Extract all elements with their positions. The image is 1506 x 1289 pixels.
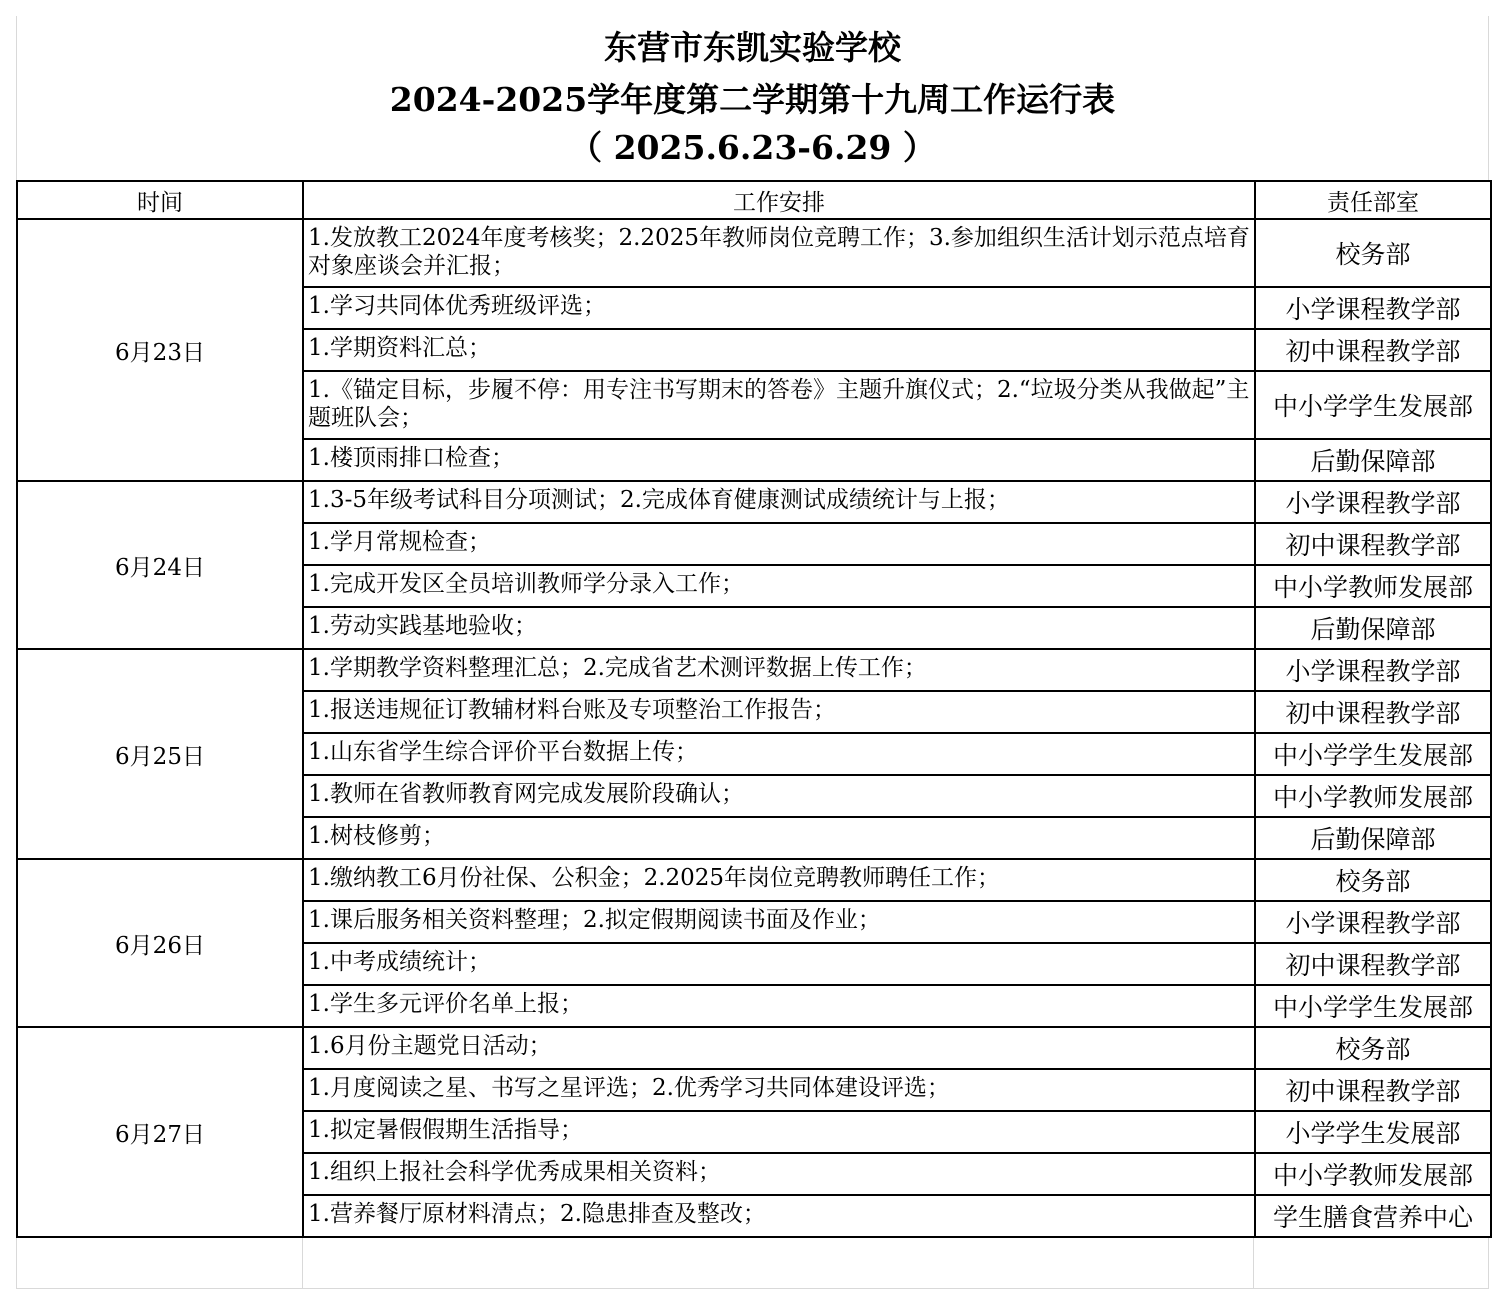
task-cell[interactable]: 1.学生多元评价名单上报； (303, 985, 1255, 1027)
dept-cell[interactable]: 后勤保障部 (1255, 607, 1491, 649)
date-range: （ 2025.6.23-6.29 ） (569, 128, 936, 167)
date-cell[interactable]: 6月26日 (17, 859, 303, 1027)
task-cell[interactable]: 1.学期教学资料整理汇总；2.完成省艺术测评数据上传工作； (303, 649, 1255, 691)
school-name: 东营市东凯实验学校 (604, 28, 901, 67)
task-cell[interactable]: 1.学月常规检查； (303, 523, 1255, 565)
empty-cell[interactable] (303, 1238, 1254, 1289)
dept-cell[interactable]: 初中课程教学部 (1255, 943, 1491, 985)
dept-cell[interactable]: 初中课程教学部 (1255, 1069, 1491, 1111)
dept-cell[interactable]: 中小学教师发展部 (1255, 565, 1491, 607)
task-cell[interactable]: 1.中考成绩统计； (303, 943, 1255, 985)
dept-cell[interactable]: 后勤保障部 (1255, 817, 1491, 859)
table-row (17, 1027, 1491, 1069)
dept-cell[interactable]: 校务部 (1255, 219, 1491, 287)
task-cell[interactable]: 1.劳动实践基地验收； (303, 607, 1255, 649)
task-cell[interactable]: 1.课后服务相关资料整理；2.拟定假期阅读书面及作业； (303, 901, 1255, 943)
date-cell[interactable]: 6月27日 (17, 1027, 303, 1237)
task-cell[interactable]: 1.学期资料汇总； (303, 329, 1255, 371)
empty-sheet-row (16, 1238, 1489, 1289)
schedule-sheet (16, 16, 1489, 1289)
task-cell[interactable]: 1.楼顶雨排口检查； (303, 439, 1255, 481)
empty-cell[interactable] (16, 1238, 303, 1289)
dept-cell[interactable]: 小学学生发展部 (1255, 1111, 1491, 1153)
task-cell[interactable]: 1.报送违规征订教辅材料台账及专项整治工作报告； (303, 691, 1255, 733)
dept-cell[interactable]: 初中课程教学部 (1255, 523, 1491, 565)
dept-cell[interactable]: 后勤保障部 (1255, 439, 1491, 481)
dept-cell[interactable]: 小学课程教学部 (1255, 901, 1491, 943)
task-cell[interactable]: 1.营养餐厅原材料清点；2.隐患排查及整改； (303, 1195, 1255, 1237)
dept-cell[interactable]: 中小学学生发展部 (1255, 733, 1491, 775)
dept-cell[interactable]: 中小学学生发展部 (1255, 371, 1491, 439)
table-row (17, 859, 1491, 901)
table-row (17, 219, 1491, 287)
header-dept[interactable]: 责任部室 (1255, 181, 1491, 219)
schedule-title: 2024-2025学年度第二学期第十九周工作运行表 (389, 80, 1116, 119)
table-row (17, 481, 1491, 523)
table-row (17, 649, 1491, 691)
date-cell[interactable]: 6月24日 (17, 481, 303, 649)
title-block (16, 16, 1489, 180)
empty-cell[interactable] (1254, 1238, 1489, 1289)
task-cell[interactable]: 1.学习共同体优秀班级评选； (303, 287, 1255, 329)
dept-cell[interactable]: 初中课程教学部 (1255, 691, 1491, 733)
task-cell[interactable]: 1.完成开发区全员培训教师学分录入工作； (303, 565, 1255, 607)
header-work[interactable]: 工作安排 (303, 181, 1255, 219)
header-time[interactable]: 时间 (17, 181, 303, 219)
task-cell[interactable]: 1.月度阅读之星、书写之星评选；2.优秀学习共同体建设评选； (303, 1069, 1255, 1111)
dept-cell[interactable]: 中小学教师发展部 (1255, 775, 1491, 817)
schedule-table (16, 180, 1492, 1238)
dept-cell[interactable]: 校务部 (1255, 1027, 1491, 1069)
dept-cell[interactable]: 中小学学生发展部 (1255, 985, 1491, 1027)
task-cell[interactable]: 1.树枝修剪； (303, 817, 1255, 859)
dept-cell[interactable]: 学生膳食营养中心 (1255, 1195, 1491, 1237)
task-cell[interactable]: 1.《锚定目标，步履不停：用专注书写期末的答卷》主题升旗仪式；2.“垃圾分类从我做起”主题班队会； (303, 371, 1255, 439)
dept-cell[interactable]: 中小学教师发展部 (1255, 1153, 1491, 1195)
dept-cell[interactable]: 小学课程教学部 (1255, 287, 1491, 329)
task-cell[interactable]: 1.教师在省教师教育网完成发展阶段确认； (303, 775, 1255, 817)
task-cell[interactable]: 1.组织上报社会科学优秀成果相关资料； (303, 1153, 1255, 1195)
task-cell[interactable]: 1.缴纳教工6月份社保、公积金；2.2025年岗位竞聘教师聘任工作； (303, 859, 1255, 901)
dept-cell[interactable]: 初中课程教学部 (1255, 329, 1491, 371)
date-cell[interactable]: 6月25日 (17, 649, 303, 859)
task-cell[interactable]: 1.6月份主题党日活动； (303, 1027, 1255, 1069)
task-cell[interactable]: 1.发放教工2024年度考核奖；2.2025年教师岗位竞聘工作；3.参加组织生活计划示范点培育对象座谈会并汇报； (303, 219, 1255, 287)
dept-cell[interactable]: 小学课程教学部 (1255, 649, 1491, 691)
date-cell[interactable]: 6月23日 (17, 219, 303, 481)
task-cell[interactable]: 1.3-5年级考试科目分项测试；2.完成体育健康测试成绩统计与上报； (303, 481, 1255, 523)
task-cell[interactable]: 1.山东省学生综合评价平台数据上传； (303, 733, 1255, 775)
dept-cell[interactable]: 小学课程教学部 (1255, 481, 1491, 523)
task-cell[interactable]: 1.拟定暑假假期生活指导； (303, 1111, 1255, 1153)
dept-cell[interactable]: 校务部 (1255, 859, 1491, 901)
